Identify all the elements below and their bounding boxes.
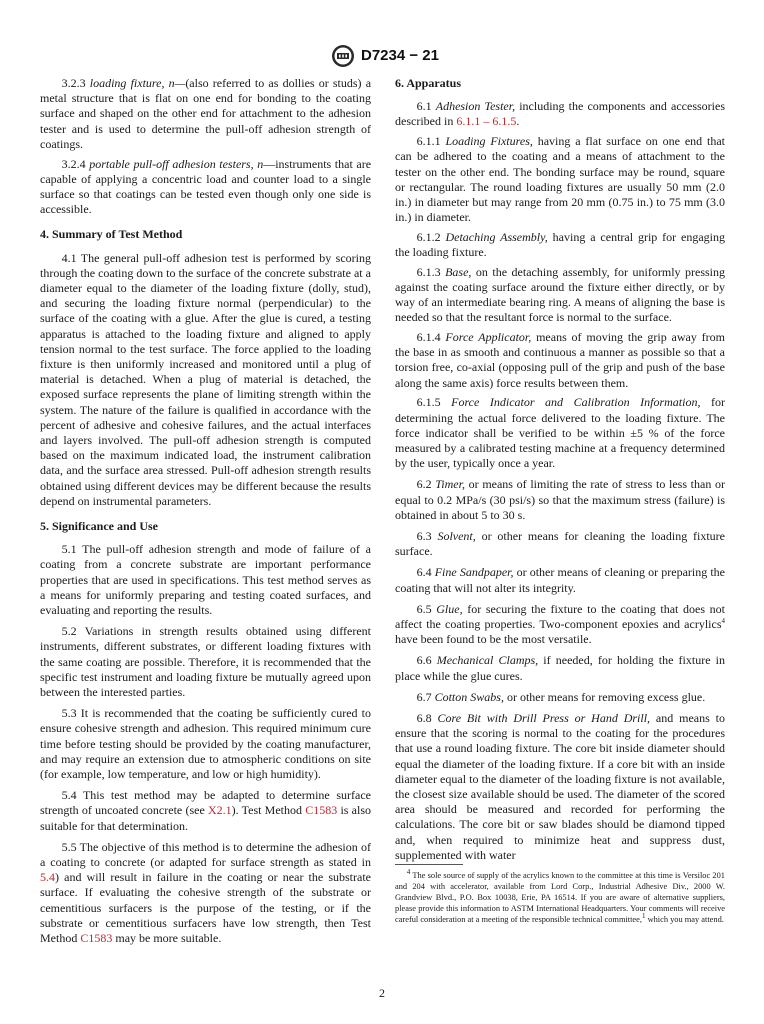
paragraph-6-1-1: 6.1.1 Loading Fixtures, having a flat surface on one end that can be adhered to the coating and a means of attachment to the tester on the other end. The bonding surface may be round, square or rectangular. The round loading fixtures are usually 50 mm (2.0 in.) in diameter but may range from 20 mm (0.75 in.) to 75 mm (3.0 in.) in diameter.	[395, 134, 726, 225]
link-x2-1[interactable]: X2.1	[207, 803, 232, 818]
left-column	[40, 76, 371, 951]
paragraph-6-1-5: 6.1.5 Force Indicator and Calibration Information, for determining the actual force delivered to the loading fixture. The force indicator shall be verified to be within ±5 % of the force measured by a calibrated testing machine at a frequency determined by the user, typically once a year.	[395, 395, 725, 471]
paragraph-6-6: 6.6 Mechanical Clamps, if needed, for holding the fixture in place while the glue cures.	[395, 653, 725, 683]
section-heading-4: 4. Summary of Test Method	[40, 227, 183, 242]
paragraph-6-1-3: 6.1.3 Base, on the detaching assembly, for uniformly pressing against the coating surface around the fixture either directly, or by way of an intermediate bearing ring. A means of aligning the base is needed so that the resultant force is normal to the surface.	[395, 264, 726, 325]
paragraph-6-4: 6.4 Fine Sandpaper, or other means of cleaning or preparing the coating that will not alter its integrity.	[395, 565, 726, 595]
page-number: 2	[379, 986, 385, 1000]
paragraph-3-2-4: 3.2.4 portable pull-off adhesion testers, n—instruments that are capable of applying a concentric load and counter load to a single surface so that coatings can be tested even though only one side is accessible.	[40, 156, 372, 217]
section-heading-5: 5. Significance and Use	[40, 518, 159, 533]
paragraph-6-8: 6.8 Core Bit with Drill Press or Hand Drill, and means to ensure that the scoring is normal to the coating for the procedures that use a round loading fixture. The core bit inside diameter should equal the diameter of the loading fixture. If a core bit with an inside diameter equal to the diameter of the loading fixture is not available, the closest size available should be used. The diameter of the scored area should be measured and recorded for performing the calculations. The core bit or saw blades should be diamond tipped and, when required to minimize heat and suppress dust, supplemented with water	[395, 711, 725, 862]
right-column	[395, 76, 725, 868]
section-heading-6: 6. Apparatus	[395, 76, 462, 90]
paragraph-3-2-3: 3.2.3 loading fixture, n—(also referred to as dollies or studs) a metal structure that is flat on one end for bonding to the coating surface and shaped on the other end for attachment to the adhesion tester and is used to determine the pull-off adhesion strength of coatings.	[40, 76, 372, 151]
paragraph-6-1-4: 6.1.4 Force Applicator, means of moving the grip away from the base in as smooth and continuous a manner as possible so that a torsion free, co-axial (opposing pull of the grip and push of the base along the same axis) force results between them.	[395, 330, 725, 390]
link-6-1-1-to-6-1-5[interactable]: 6.1.1 – 6.1.5	[456, 114, 517, 129]
link-5-4[interactable]: 5.4	[40, 870, 55, 885]
paragraph-5-4: 5.4 This test method may be adapted to determine surface strength of uncoated concrete (see X2.1). Test Method C1583 is also suitable for that determination.	[40, 788, 372, 833]
document-number: D7234 − 21	[361, 47, 439, 64]
paragraph-6-5: 6.5 Glue, for securing the fixture to the coating that does not affect the coating properties. Two-component epoxies and acrylics$^4$ have been found to be the most versatile.	[395, 601, 725, 647]
page-header	[0, 44, 764, 70]
paragraph-6-7: 6.7 Cotton Swabs, or other means for removing excess glue.	[416, 689, 706, 704]
paragraph-5-3: 5.3 It is recommended that the coating be sufficiently cured to ensure cohesive strength and adhesion. This required minimum cure time before testing should be provided by the coating manufacturer, and may require an extension due to atmospheric conditions on site (for example, low temperature, and low or high humidity).	[40, 706, 371, 782]
astm-logo-icon	[331, 44, 355, 68]
paragraph-6-1-2: 6.1.2 Detaching Assembly, having a central grip for engaging the loading fixture.	[395, 229, 726, 260]
paragraph-6-3: 6.3 Solvent, or other means for cleaning the loading fixture surface.	[395, 528, 726, 559]
paragraph-5-5: 5.5 The objective of this method is to determine the adhesion of a coating to concrete (or adapted for surface strength as stated in 5.4) and will result in failure in the coating or near the substrate surface. If evaluating the cohesive strength of the substrate or cementitious surfacers is the purpose of the testing, or if the substrate or cementitious surfacers have low strength, then Test Method C1583 may be more suitable.	[40, 839, 371, 946]
paragraph-6-1: 6.1 Adhesion Tester, including the components and accessories described in 6.1.1 – 6.1.5.	[395, 99, 726, 129]
paragraph-5-2: 5.2 Variations in strength results obtained using different instruments, different substrates, or different loading fixtures with the same coating are possible. Therefore, it is recommended that the specific test instrument and loading fixture be mutually agreed upon between the interested parties.	[40, 624, 371, 700]
paragraph-5-1: 5.1 The pull-off adhesion strength and mode of failure of a coating from a concrete substrate are important performance properties that are used in specifications. This test method serves as a means for uniformly preparing and testing coated surfaces, and evaluating and reporting the results.	[40, 542, 371, 617]
paragraph-4-1: 4.1 The general pull-off adhesion test is performed by scoring through the coating down to the surface of the concrete substrate at a diameter equal to the diameter of the loading fixture (dolly, stud), and securing the loading fixture normal (perpendicular) to the surface of the coating with a glue. After the glue is cured, a testing apparatus is attached to the loading fixture and aligned to apply tension normal to the test surface. The force applied to the loading fixture is then uniformly increased and monitored until a plug of material is detached. When a plug of material is detached, the exposed surface represents the plane of limiting strength within the system. The nature of the failure is qualified in accordance with the percent of adhesive and cohesive failures, and the actual interfaces and layers involved. The pull-off adhesion strength is computed based on the maximum indicated load, the instrument calibration data, and the surface area stressed. Pull-off adhesion strength results obtained using different devices may be different because the results depend on instrumental parameters.	[40, 250, 371, 508]
paragraph-6-2: 6.2 Timer, or means of limiting the rate of stress to less than or equal to 0.2 MPa/s (30 psi/s) so that the maximum stress (failure) is obtained in about 5 to 30 s.	[395, 477, 726, 522]
footnote-divider	[395, 864, 463, 865]
footnote-ref-4[interactable]: 4	[721, 617, 725, 625]
footnote-4: $^4$ The sole source of supply of the acrylics known to the committee at this time is Versiloc 201 and 204 with accelerator, available from Lord Corp., Industrial Adhesive Div., 2000 W. Grandview Blvd., P.O. Box 10038, Erie, PA 16514. If you are aware of alternative suppliers, please provide this information to ASTM International Headquarters. Your comments will receive careful consideration at a meeting of the responsible technical committee,$^1$ which you may attend.	[395, 868, 725, 924]
link-c1583-2[interactable]: C1583	[80, 931, 113, 946]
link-c1583[interactable]: C1583	[305, 803, 338, 818]
